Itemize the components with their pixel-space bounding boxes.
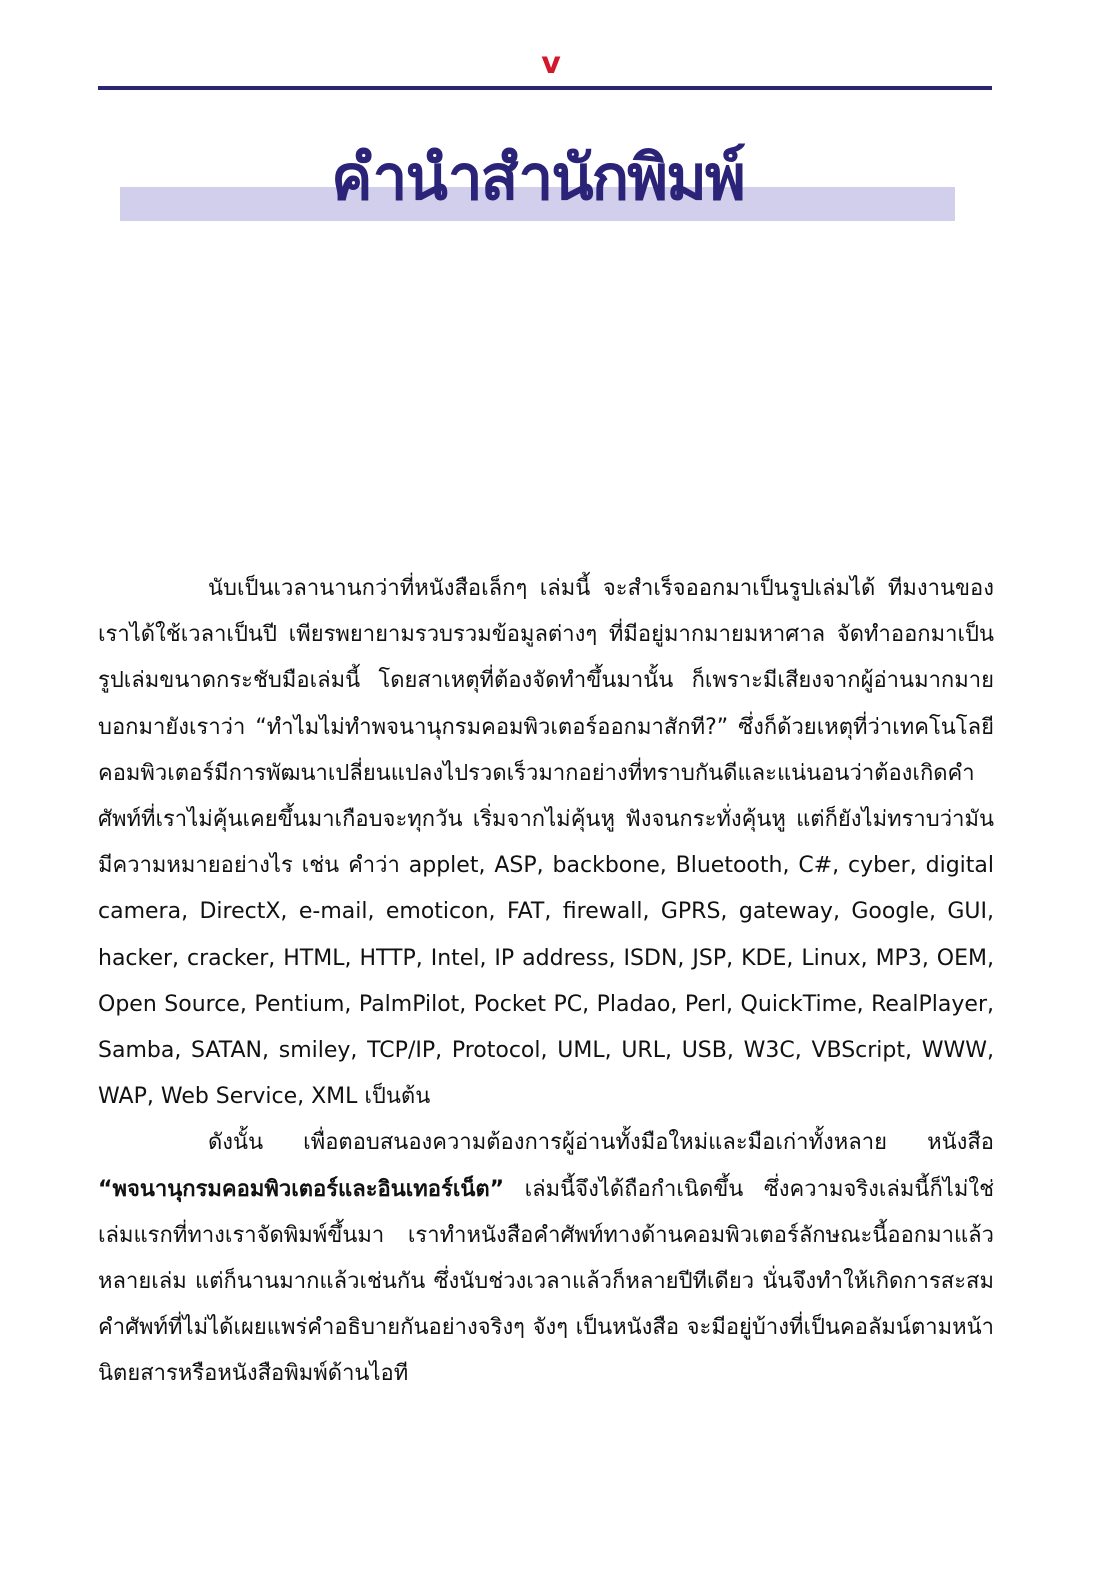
- paragraph-2-end: เล่มนี้จึงได้ถือกำเนิดขึ้น ซึ่งความจริงเล่มนี้ก็ไม่ใช่เล่มแรกที่ทางเราจัดพิมพ์ขึ้นมา เราทำหนังสือคำศัพท์ทางด้านคอมพิวเตอร์ลักษณะนี้ออกมาแล้วหลายเล่ม แต่ก็นานมากแล้วเช่นกัน ซึ่งนับช่วงเวลาแล้วก็หลายปีทีเดียว นั่นจึงทำให้เกิดการสะสมคำศัพท์ที่ไม่ได้เผยแพร่คำอธิบายกันอย่างจริงๆ จังๆ เป็นหนังสือ จะมีอยู่บ้างที่เป็นคอลัมน์ตามหน้านิตยสารหรือหนังสือพิมพ์ด้านไอที: [98, 1176, 994, 1387]
- page-number: v: [541, 46, 561, 81]
- page-title: คำนำสำนักพิมพ์: [331, 141, 744, 214]
- paragraph-1: นับเป็นเวลานานกว่าที่หนังสือเล็กๆ เล่มนี้ จะสำเร็จออกมาเป็นรูปเล่มได้ ทีมงานของเราได้ใช้เวลาเป็นปี เพียรพยายามรวบรวมข้อมูลต่างๆ ที่มีอยู่มากมายมหาศาล จัดทำออกมาเป็นรูปเล่มขนาดกระชับมือเล่มนี้ โดยสาเหตุที่ต้องจัดทำขึ้นมานั้น ก็เพราะมีเสียงจากผู้อ่านมากมายบอกมายังเราว่า “ทำไมไม่ทำพจนานุกรมคอมพิวเตอร์ออกมาสักที?” ซึ่งก็ด้วยเหตุที่ว่าเทคโนโลยีคอมพิวเตอร์มีการพัฒนาเปลี่ยนแปลงไปรวดเร็วมากอย่างที่ทราบกันดีและแน่นอนว่าต้องเกิดคำศัพท์ที่เราไม่คุ้นเคยขึ้นมาเกือบจะทุกวัน เริ่มจากไม่คุ้นหู ฟังจนกระทั่งคุ้นหู แต่ก็ยังไม่ทราบว่ามันมีความหมายอย่างไร เช่น คำว่า applet, ASP, backbone, Bluetooth, C#, cyber, digital camera, DirectX, e-mail, emoticon, FAT, firewall, GPRS, gateway, Google, GUI, hacker, cracker, HTML, HTTP, Intel, IP address, ISDN, JSP, KDE, Linux, MP3, OEM, Open Source, Pentium, PalmPilot, Pocket PC, Pladao, Perl, QuickTime, RealPlayer, Samba, SATAN, smiley, TCP/IP, Protocol, UML, URL, USB, W3C, VBScript, WWW, WAP, Web Service, XML เป็นต้น: [98, 576, 994, 1110]
- body-text: [98, 566, 994, 1398]
- header-rule: [98, 86, 992, 90]
- book-title: “พจนานุกรมคอมพิวเตอร์และอินเทอร์เน็ต”: [98, 1176, 505, 1202]
- paragraph-2-start: ดังนั้น เพื่อตอบสนองความต้องการผู้อ่านทั้งมือใหม่และมือเก่าทั้งหลาย หนังสือ: [208, 1130, 994, 1156]
- paragraph-2: [98, 1120, 994, 1397]
